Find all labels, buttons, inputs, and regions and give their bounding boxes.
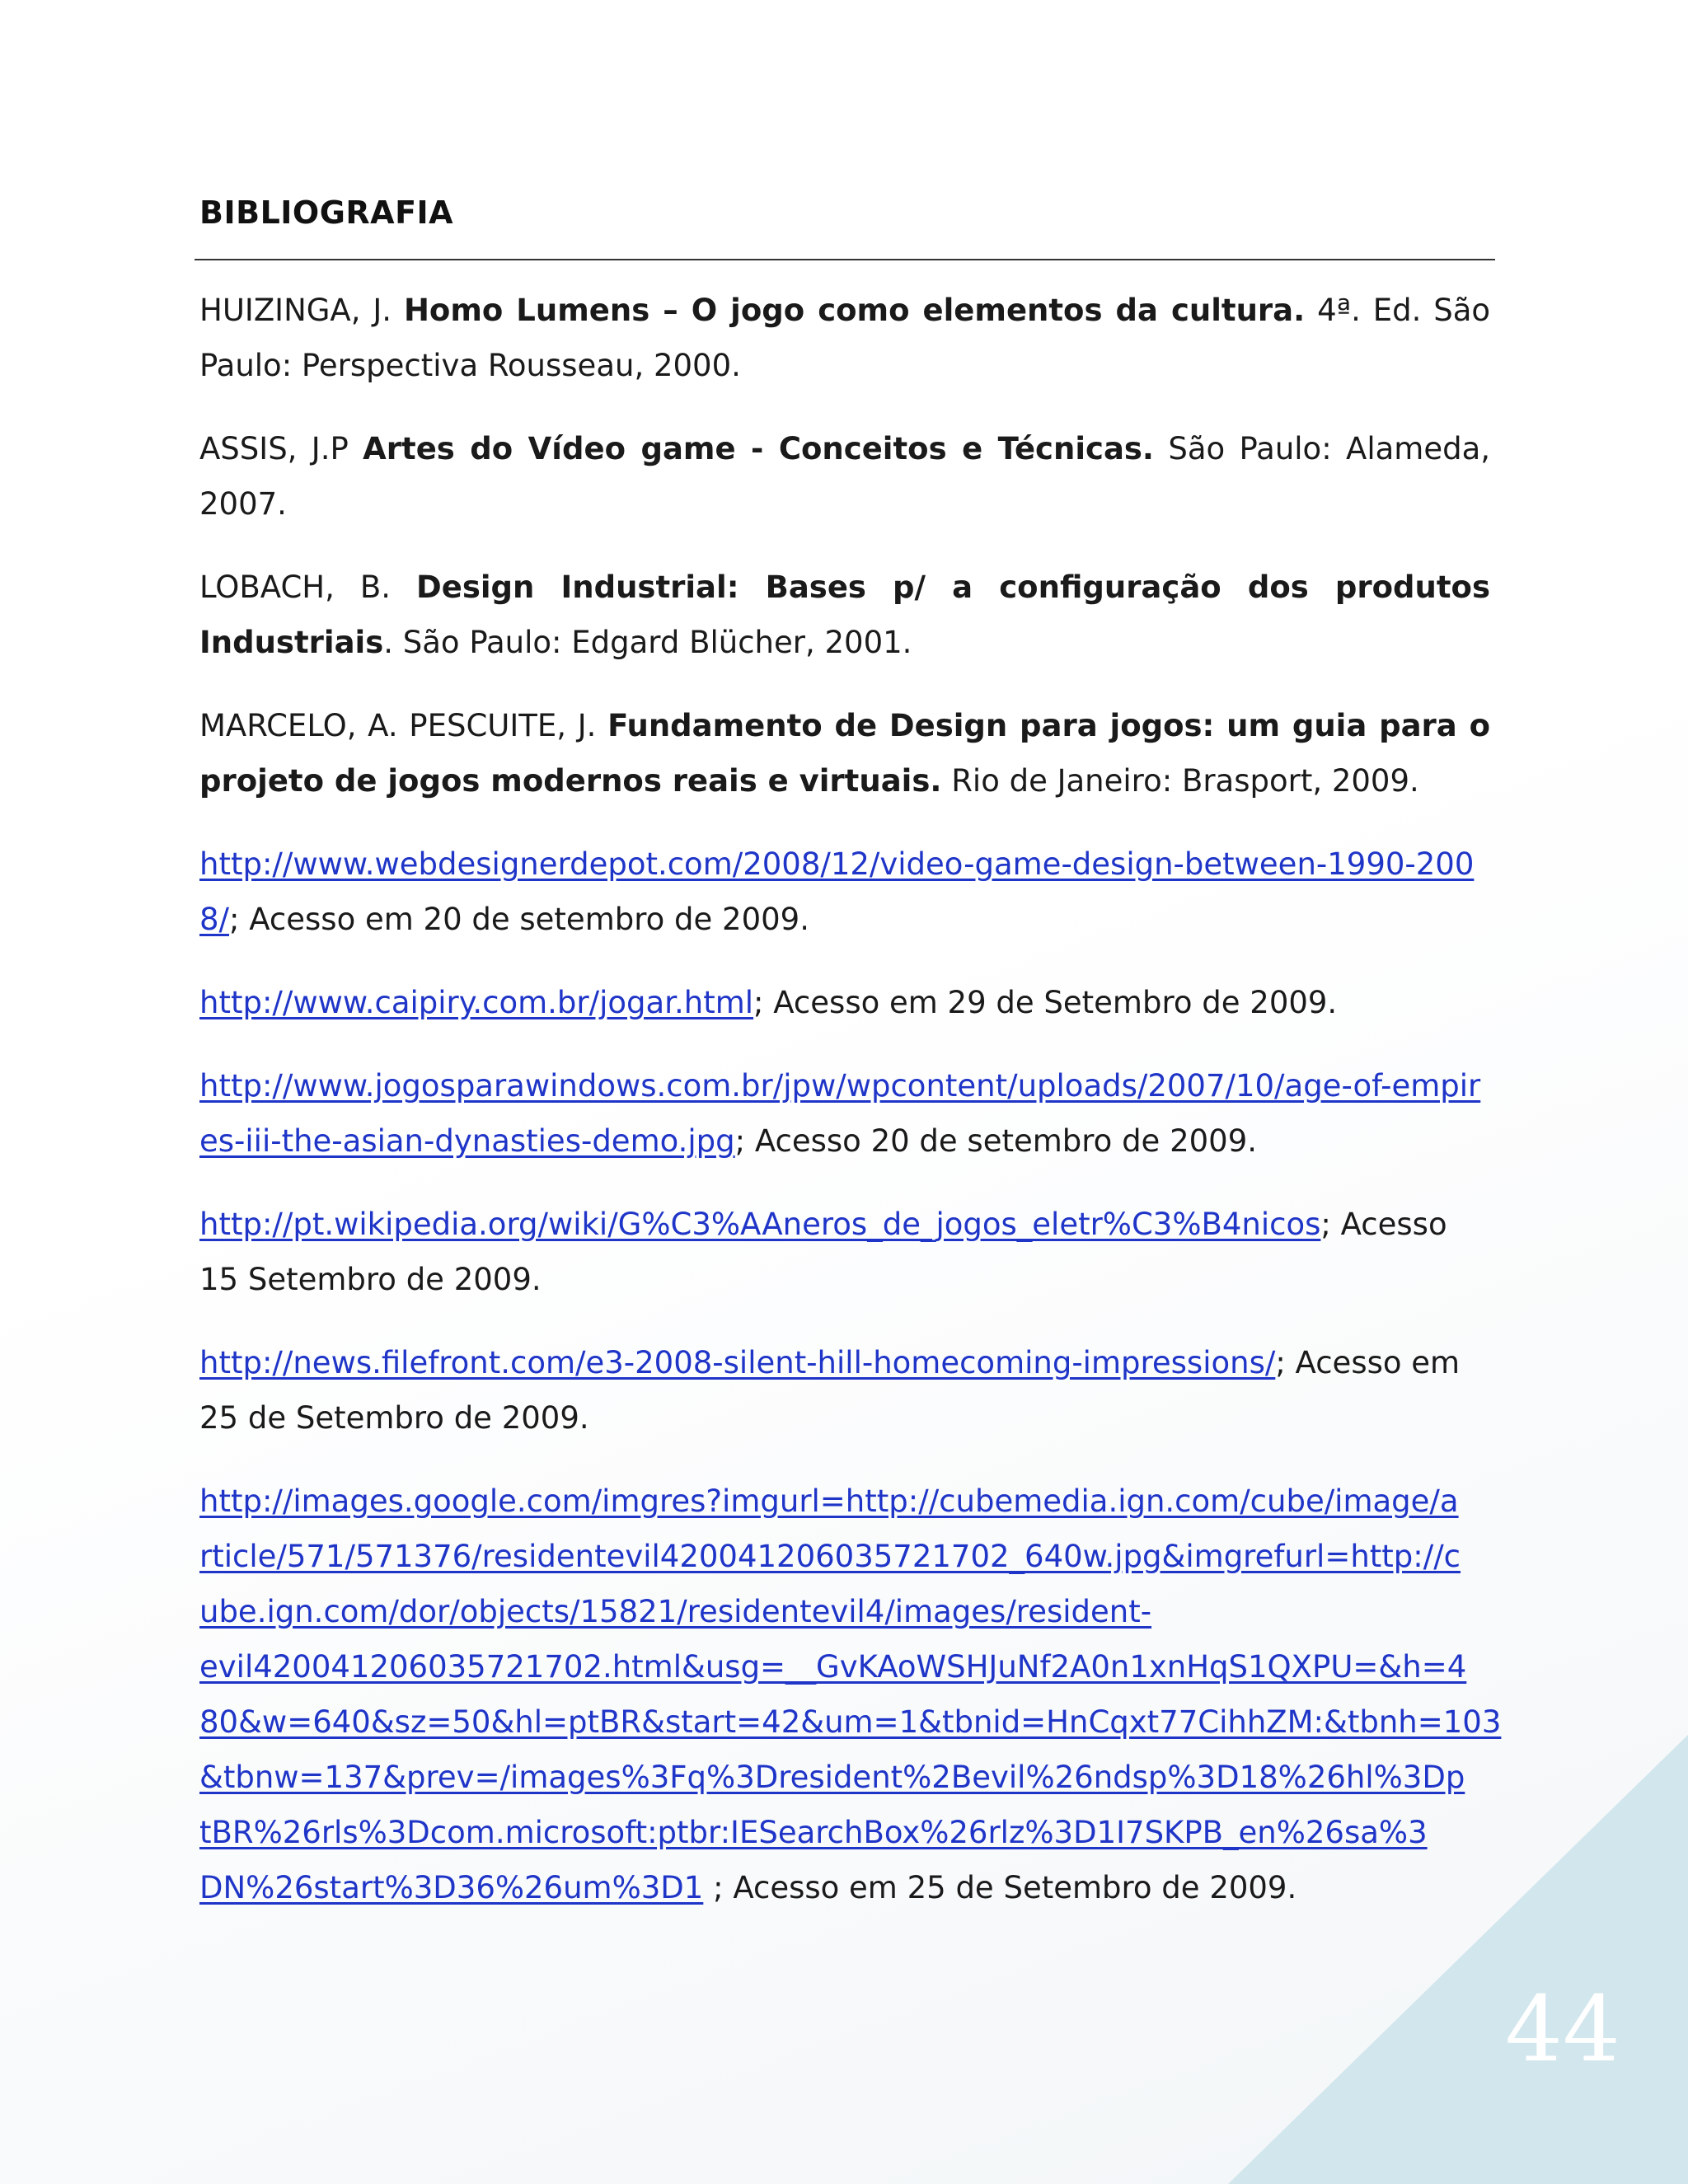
web-reference-entry — [199, 975, 1490, 1030]
reference-entry — [199, 698, 1490, 808]
reference-link-line[interactable]: DN%26start%3D36%26um%3D1 — [199, 1870, 704, 1905]
reference-author: HUIZINGA, J. — [199, 293, 392, 328]
reference-entry — [199, 421, 1490, 532]
reference-link[interactable]: http://pt.wikipedia.org/wiki/G%C3%AAneros_de_jogos_eletr%C3%B4nicos — [199, 1207, 1321, 1242]
reference-link-line[interactable]: evil420041206035721702.html&usg=__GvKAoWSHJuNf2A0n1xnHqS1QXPU=&h=4 — [199, 1649, 1467, 1685]
reference-link-line[interactable]: tBR%26rls%3Dcom.microsoft:ptbr:IESearchBox%26rlz%3D1I7SKPB_en%26sa%3 — [199, 1815, 1428, 1850]
reference-publication: 4ª. Ed. São Paulo: Perspectiva Rousseau, 2000. — [199, 293, 1491, 383]
access-date: ; Acesso 20 de setembro de 2009. — [734, 1123, 1257, 1159]
reference-title: Artes do Vídeo game - Conceitos e Técnicas. — [363, 431, 1154, 466]
reference-link-line[interactable]: ube.ign.com/dor/objects/15821/residentevil4/images/resident- — [199, 1594, 1152, 1629]
reference-link-line[interactable]: 80&w=640&sz=50&hl=ptBR&start=42&um=1&tbnid=HnCqxt77CihhZM:&tbnh=103 — [199, 1704, 1502, 1740]
reference-title: Fundamento de Design para jogos: um guia para o projeto de jogos modernos reais e virtuais. — [199, 708, 1490, 799]
reference-publication: . São Paulo: Edgard Blücher, 2001. — [383, 625, 912, 660]
reference-link[interactable]: http://www.webdesignerdepot.com/2008/12/video-game-design-between-1990-2008/ — [199, 846, 1475, 937]
web-reference-entry — [199, 1197, 1490, 1307]
access-date: ; Acesso em 20 de setembro de 2009. — [229, 902, 809, 937]
reference-link-line[interactable]: &tbnw=137&prev=/images%3Fq%3Dresident%2Bevil%26ndsp%3D18%26hl%3Dp — [199, 1760, 1465, 1795]
long-web-reference-entry — [199, 1474, 1502, 1915]
web-reference-entry — [199, 1335, 1490, 1446]
reference-link[interactable]: http://www.jogosparawindows.com.br/jpw/wpcontent/uploads/2007/10/age-of-empires-iii-the-asian-dynasties-demo.jpg — [199, 1068, 1481, 1159]
web-reference-entry — [199, 1058, 1490, 1169]
reference-entry — [199, 283, 1490, 393]
reference-publication: Rio de Janeiro: Brasport, 2009. — [951, 763, 1419, 799]
reference-title: Design Industrial: Bases p/ a configuração dos produtos Industriais — [199, 569, 1490, 660]
reference-title: Homo Lumens – O jogo como elementos da cultura. — [403, 293, 1306, 328]
reference-author: LOBACH, B. — [199, 569, 392, 605]
reference-link-line[interactable]: rticle/571/571376/residentevil420041206035721702_640w.jpg&imgrefurl=http://c — [199, 1539, 1461, 1574]
page-number: 44 — [1505, 1976, 1620, 2082]
web-reference-entry — [199, 837, 1490, 947]
access-date: ; Acesso em 29 de Setembro de 2009. — [753, 985, 1338, 1020]
reference-link[interactable]: http://news.filefront.com/e3-2008-silent-hill-homecoming-impressions/ — [199, 1345, 1276, 1380]
access-date: ; Acesso em 25 de Setembro de 2009. — [199, 1345, 1461, 1436]
section-heading: BIBLIOGRAFIA — [199, 194, 454, 231]
reference-entry — [199, 560, 1490, 670]
access-date: ; Acesso 15 Setembro de 2009. — [199, 1207, 1447, 1297]
heading-divider — [195, 259, 1495, 260]
reference-publication: São Paulo: Alameda, 2007. — [199, 431, 1491, 522]
reference-author: ASSIS, J.P — [199, 431, 349, 466]
reference-author: MARCELO, A. PESCUITE, J. — [199, 708, 597, 743]
reference-link[interactable]: http://www.caipiry.com.br/jogar.html — [199, 985, 754, 1020]
reference-link-line[interactable]: http://images.google.com/imgres?imgurl=http://cubemedia.ign.com/cube/image/a — [199, 1483, 1459, 1519]
access-date: ; Acesso em 25 de Setembro de 2009. — [703, 1870, 1297, 1905]
